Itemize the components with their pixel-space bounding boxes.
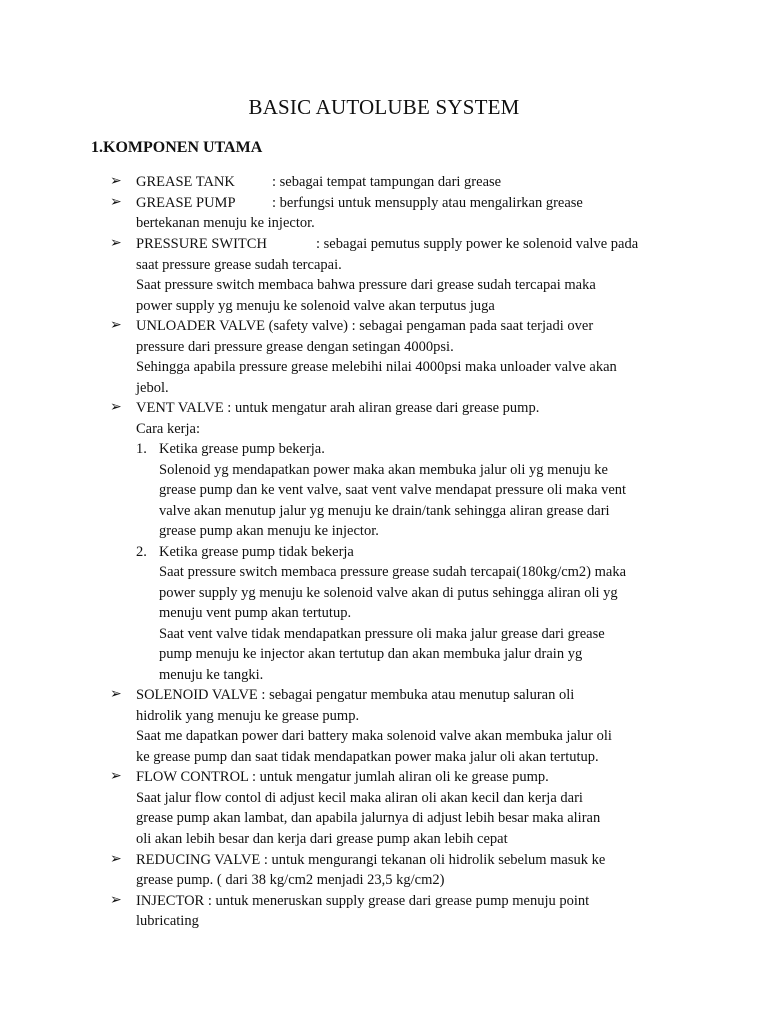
text-line: oli akan lebih besar dan kerja dari grease pump akan lebih cepat <box>136 831 508 847</box>
step-title: Ketika grease pump bekerja. <box>159 441 325 457</box>
text-line: lubricating <box>136 913 199 929</box>
list-item-flow-control: FLOW CONTROL : untuk mengatur jumlah aliran oli ke grease pump. <box>136 769 549 785</box>
text-line: ke grease pump dan saat tidak mendapatkan power maka jalur oli akan tertutup. <box>136 749 599 765</box>
text-line: Saat me dapatkan power dari battery maka solenoid valve akan membuka jalur oli <box>136 728 612 744</box>
text-line: Cara kerja: <box>136 421 201 437</box>
list-item-solenoid-valve: SOLENOID VALVE : sebagai pengatur membuka atau menutup saluran oli <box>136 687 575 703</box>
item-description: : sebagai pemutus supply power ke solenoid valve pada <box>316 236 639 252</box>
text-line: power supply yg menuju ke solenoid valve akan di putus sehingga aliran oli yg <box>159 585 618 601</box>
text-line: hidrolik yang menuju ke grease pump. <box>136 708 360 724</box>
bullet-arrow-icon: ➢ <box>110 852 122 867</box>
text-line: power supply yg menuju ke solenoid valve akan terputus juga <box>136 298 495 314</box>
bullet-arrow-icon: ➢ <box>110 893 122 908</box>
text-line: Solenoid yg mendapatkan power maka akan membuka jalur oli yg menuju ke <box>159 462 608 478</box>
list-item-injector: INJECTOR : untuk meneruskan supply grease dari grease pump menuju point <box>136 893 590 909</box>
text-line: bertekanan menuju ke injector. <box>136 215 315 231</box>
item-label: PRESSURE SWITCH <box>136 236 267 252</box>
text-line: grease pump akan lambat, dan apabila jalurnya di adjust lebih besar maka aliran <box>136 810 601 826</box>
text-line: grease pump. ( dari 38 kg/cm2 menjadi 23,5 kg/cm2) <box>136 872 445 888</box>
step-title: Ketika grease pump tidak bekerja <box>159 544 354 560</box>
text-line: Sehingga apabila pressure grease melebihi nilai 4000psi maka unloader valve akan <box>136 359 617 375</box>
bullet-arrow-icon: ➢ <box>110 236 122 251</box>
bullet-arrow-icon: ➢ <box>110 400 122 415</box>
step-number: 2. <box>136 544 147 560</box>
list-item-grease-tank <box>136 172 501 193</box>
list-item-grease-pump <box>136 193 583 214</box>
list-item-vent-valve: VENT VALVE : untuk mengatur arah aliran grease dari grease pump. <box>136 400 540 416</box>
text-line: Saat jalur flow contol di adjust kecil maka aliran oli akan kecil dan kerja dari <box>136 790 583 806</box>
item-description: : sebagai tempat tampungan dari grease <box>272 174 502 190</box>
text-line: menuju vent pump akan tertutup. <box>159 605 352 621</box>
text-line: jebol. <box>136 380 169 396</box>
step-number: 1. <box>136 441 147 457</box>
bullet-arrow-icon: ➢ <box>110 769 122 784</box>
text-line: valve akan menutup jalur yg menuju ke drain/tank sehingga aliran grease dari <box>159 503 610 519</box>
list-item-pressure-switch <box>136 234 638 255</box>
text-line: saat pressure grease sudah tercapai. <box>136 257 342 273</box>
section-heading: 1.KOMPONEN UTAMA <box>91 139 263 156</box>
text-line: Saat vent valve tidak mendapatkan pressure oli maka jalur grease dari grease <box>159 626 605 642</box>
text-line: Saat pressure switch membaca pressure grease sudah tercapai(180kg/cm2) maka <box>159 564 627 580</box>
text-line: Saat pressure switch membaca bahwa pressure dari grease sudah tercapai maka <box>136 277 596 293</box>
bullet-arrow-icon: ➢ <box>110 687 122 702</box>
item-label: GREASE PUMP <box>136 195 236 211</box>
item-label: GREASE TANK <box>136 174 235 190</box>
text-line: pump menuju ke injector akan tertutup dan akan membuka jalur drain yg <box>159 646 583 662</box>
text-line: pressure dari pressure grease dengan setingan 4000psi. <box>136 339 454 355</box>
bullet-arrow-icon: ➢ <box>110 174 122 189</box>
list-item-unloader-valve: UNLOADER VALVE (safety valve) : sebagai pengaman pada saat terjadi over <box>136 318 594 334</box>
bullet-arrow-icon: ➢ <box>110 195 122 210</box>
text-line: menuju ke tangki. <box>159 667 264 683</box>
text-line: grease pump dan ke vent valve, saat vent valve mendapat pressure oli maka vent <box>159 482 627 498</box>
text-line: grease pump akan menuju ke injector. <box>159 523 379 539</box>
bullet-arrow-icon: ➢ <box>110 318 122 333</box>
document-title: BASIC AUTOLUBE SYSTEM <box>248 95 520 119</box>
list-item-reducing-valve: REDUCING VALVE : untuk mengurangi tekanan oli hidrolik sebelum masuk ke <box>136 852 606 868</box>
item-description: : berfungsi untuk mensupply atau mengalirkan grease <box>272 195 583 211</box>
